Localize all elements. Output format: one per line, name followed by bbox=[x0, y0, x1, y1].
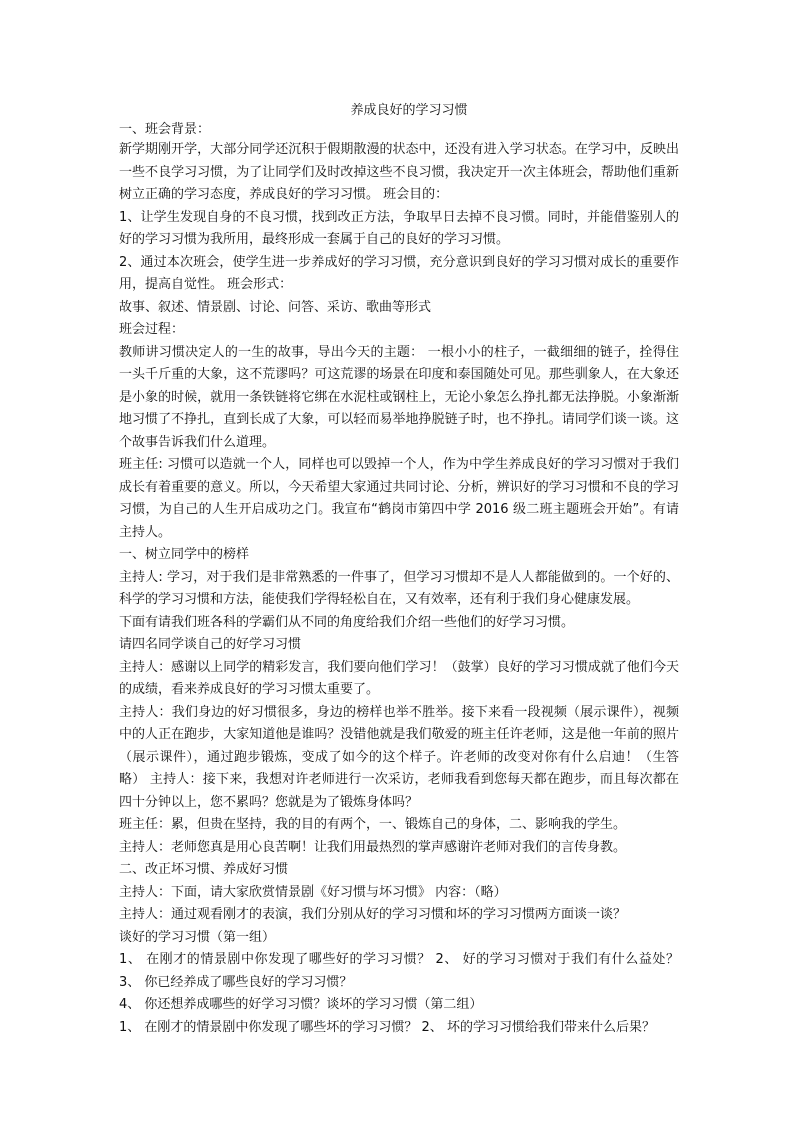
paragraph: 新学期刚开学，大部分同学还沉积于假期散漫的状态中，还没有进入学习状态。在学习中，反映出一些不良学习习惯，为了让同学们及时改掉这些不良习惯，我决定开一次主体班会，帮助他们重新树立正确的学习态度，养成良好的学习习惯。 班会目的： bbox=[119, 142, 679, 202]
paragraph: 谈好的学习习惯（第一组） bbox=[119, 929, 276, 945]
paragraph: 1、 在刚才的情景剧中你发现了哪些好的学习习惯？ 2、 好的学习习惯对于我们有什么益处？ 3、 你已经养成了哪些良好的学习习惯？ bbox=[119, 952, 679, 990]
paragraph: 主持人：下面，请大家欣赏情景剧《好习惯与坏习惯》 内容：（略） bbox=[119, 884, 507, 900]
paragraph: 主持人：老师您真是用心良苦啊！让我们用最热烈的掌声感谢许老师对我们的言传身教。 bbox=[119, 839, 627, 855]
paragraph: 1、让学生发现自身的不良习惯，找到改正方法，争取早日去掉不良习惯。同时，并能借鉴别人的好的学习习惯为我所用，最终形成一套属于自己的良好的学习习惯。 bbox=[119, 209, 679, 247]
paragraph: 4、 你还想养成哪些的好学习习惯？谈坏的学习习惯（第二组） bbox=[119, 997, 483, 1012]
paragraph: 主持人: 学习，对于我们是非常熟悉的一件事了，但学习习惯却不是人人都能做到的。一个好的、科学的学习习惯和方法，能使我们学得轻松自在，又有效率，还有利于我们身心健康发展。 bbox=[119, 569, 679, 607]
paragraph: 请四名同学谈自己的好学习习惯 bbox=[119, 637, 302, 652]
paragraph: 主持人：感谢以上同学的精彩发言，我们要向他们学习！（鼓掌）良好的学习习惯成就了他们今天的成绩，看来养成良好的学习习惯太重要了。 bbox=[119, 659, 679, 697]
document-page bbox=[119, 101, 679, 1039]
paragraph: 班会过程： bbox=[119, 322, 185, 337]
paragraph: 下面有请我们班各科的学霸们从不同的角度给我们介绍一些他们的好学习习惯。 bbox=[119, 614, 575, 630]
paragraph: 1、 在刚才的情景剧中你发现了哪些坏的学习习惯？ 2、 坏的学习习惯给我们带来什么后果？ bbox=[119, 1019, 655, 1035]
paragraph: 班主任: 习惯可以造就一个人，同样也可以毁掉一个人，作为中学生养成良好的学习习惯对于我们成长有着重要的意义。所以，今天希望大家通过共同讨论、分析，辨识好的学习习惯和不良的学习习惯，为自己的人生开启成功之门。我宣布“鹤岗市第四中学 2016 级二班主题班会开始”。有请主持人。 bbox=[119, 457, 679, 540]
document-title: 养成良好的学习习惯 bbox=[350, 103, 468, 118]
paragraph: 教师讲习惯决定人的一生的故事，导出今天的主题： 一根小小的柱子，一截细细的链子，拴得住一头千斤重的大象，这不荒谬吗？可这荒谬的场景在印度和泰国随处可见。那些驯象人，在大象还是小象的时候，就用一条铁链将它绑在水泥柱或钢柱上，无论小象怎么挣扎都无法挣脱。小象渐渐地习惯了不挣扎，直到长成了大象，可以轻而易举地挣脱链子时，也不挣扎。请同学们谈一谈。这个故事告诉我们什么道理。 bbox=[119, 344, 679, 450]
section-heading: 一、班会背景： bbox=[119, 122, 211, 137]
paragraph: 2、通过本次班会，使学生进一步养成好的学习习惯，充分意识到良好的学习习惯对成长的重要作用，提高自觉性。 班会形式： bbox=[119, 254, 679, 292]
section-heading: 二、改正坏习惯、养成好习惯 bbox=[119, 862, 289, 877]
paragraph: 主持人：我们身边的好习惯很多，身边的榜样也举不胜举。接下来看一段视频（展示课件），视频中的人正在跑步，大家知道他是谁吗？没错他就是我们敬爱的班主任许老师，这是他一年前的照片（展示课件），通过跑步锻炼，变成了如今的这个样子。许老师的改变对你有什么启迪！（生答略） 主持人：接下来，我想对许老师进行一次采访，老师我看到您每天都在跑步，而且每次都在四十分钟以上，您不累吗？您就是为了锻炼身体吗？ bbox=[119, 704, 679, 810]
paragraph: 班主任：累，但贵在坚持，我的目的有两个，一、锻炼自己的身体，二、影响我的学生。 bbox=[119, 817, 627, 832]
paragraph: 主持人：通过观看刚才的表演，我们分别从好的学习习惯和坏的学习习惯两方面谈一谈？ bbox=[119, 907, 627, 922]
paragraph: 故事、叙述、情景剧、讨论、问答、采访、歌曲等形式 bbox=[119, 299, 432, 315]
section-heading: 一、树立同学中的榜样 bbox=[119, 547, 250, 562]
